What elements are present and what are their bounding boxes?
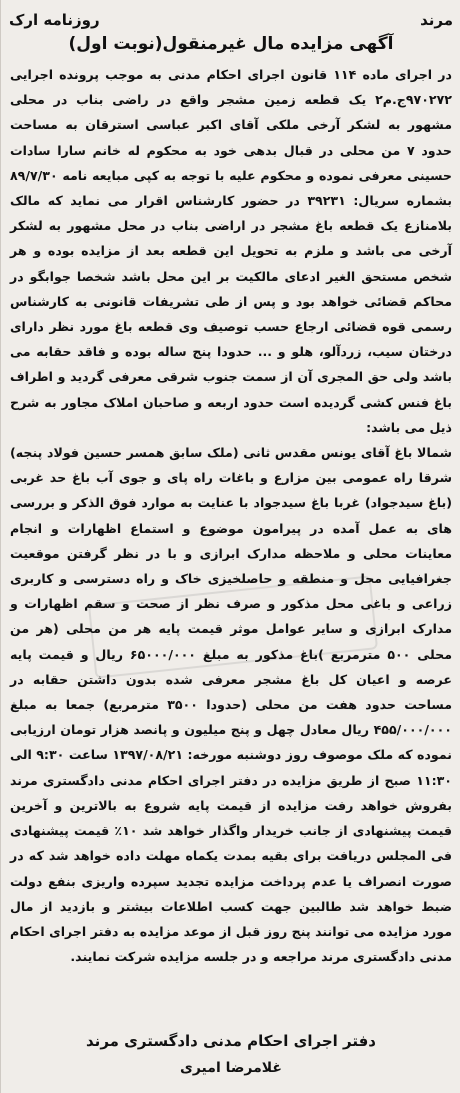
masthead bbox=[9, 6, 453, 34]
notice-headline: آگهی مزایده مال غیرمنقول(نوبت اول) bbox=[68, 34, 394, 54]
city-label: مرند bbox=[420, 11, 453, 29]
paragraph-boundaries-and-terms: شمالا باغ آقای یونس مقدس ثانی (ملک سابق همسر حسین فولاد پنجه) شرقا راه عمومی بین مزارع و باغات راه پای و جوی آب باغ حد غربی (باغ سیدجواد) غربا باغ سیدجواد با عنایت به موارد فوق الذکر و بررسی های به عمل آمده در پیرامون موضوع و استماع اظهارات و انجام معاینات محلی و ملاحظه مدارک ابرازی و با در نظر گرفتن موقعیت جغرافیایی محل و منطقه و حاصلخیزی خاک و راه دسترسی و کاربری زراعی و باغی محل مذکور و صرف نظر از صحت و سقم اظهارات و مدارک ابرازی و سایر عوامل موثر قیمت پایه هر من محلی (هر من محلی ۵۰۰ مترمربع )باغ مذکور به مبلغ ۶۵۰۰۰/۰۰۰ ریال و قیمت پایه عرصه و اعیان کل باغ مشجر معرفی شده بدون داشتن حقابه در مساحت حدود هفت من محلی (حدودا ۳۵۰۰ مترمربع) جمعا به مبلغ ۴۵۵/۰۰۰/۰۰۰ ریال معادل چهل و پنج میلیون و پانصد هزار تومان ارزیابی نموده که ملک موصوف روز دوشنبه مورخه: ۱۳۹۷/۰۸/۲۱ ساعت ۹:۳۰ الی ۱۱:۳۰ صبح از طریق مزایده در دفتر اجرای احکام مدنی دادگستری مرند بفروش خواهد رفت مزایده از قیمت پایه شروع به بالاترین و آخرین قیمت پیشنهادی از جانب خریدار واگذار خواهد شد ۱۰٪ قیمت پیشنهادی فی المجلس دریافت برای بقیه بمدت یکماه مهلت داده خواهد شد که در صورت انصراف یا عدم پرداخت مزایده تجدید سپرده واریزی بنفع دولت ضبط خواهد شد طالبین جهت کسب اطلاعات بیشتر و بازدید از مال مورد مزایده می توانند پنج روز قبل از موعد مزایده به دفتر اجرای احکام مدنی دادگستری مرند مراجعه و در جلسه مزایده شرکت نمایند. bbox=[10, 445, 452, 965]
issuing-office: دفتر اجرای احکام مدنی دادگستری مرند bbox=[86, 1032, 376, 1050]
newspaper-name: روزنامه ارک bbox=[9, 11, 100, 29]
paragraph-intro: در اجرای ماده ۱۱۴ قانون اجرای احکام مدنی به موجب پرونده اجرایی ۹۷۰۲۷۲ج.م۲ یک قطعه زمین مشجر واقع در راضی بناب در محلی مشهور به لشکر آرخی ملکی آقای اکبر عباسی استرقان به مساحت حدود ۷ من محلی در قبال بدهی خود به محکوم له خانم سارا سادات حسینی معرفی نموده و محکوم علیه با توجه به کپی مبایعه نامه ۸۹/۷/۳۰ بشماره سریال: ۳۹۲۳۱ در حضور کارشناس اقرار می نماید که مالک بلامنازع یک قطعه باغ مشجر در اراضی بناب در محل مشهور به لشکر آرخی می باشد و ملزم به تحویل این قطعه بعد از مزایده بوده و هر شخص مستحق الغیر ادعای مالکیت بر این محل باشد شخصا جوابگو در محاکم قضائی خواهد بود و پس از طی تشریفات قانونی به کارشناس رسمی قوه قضائی ارجاع حسب توصیف وی قطعه باغ مورد نظر دارای درختان سیب، زردآلو، هلو و ... حدودا پنج ساله بوده و فاقد حقابه می باشد ولی حق المجری آن از سمت جنوب شرقی معرفی گردید و اطراف باغ فنس کشی گردیده است حدود اربعه و صاحبان املاک مجاور به شرح ذیل می باشد: bbox=[10, 67, 452, 435]
notice-body bbox=[10, 62, 452, 969]
signatory-name: غلامرضا امیری bbox=[180, 1060, 282, 1076]
